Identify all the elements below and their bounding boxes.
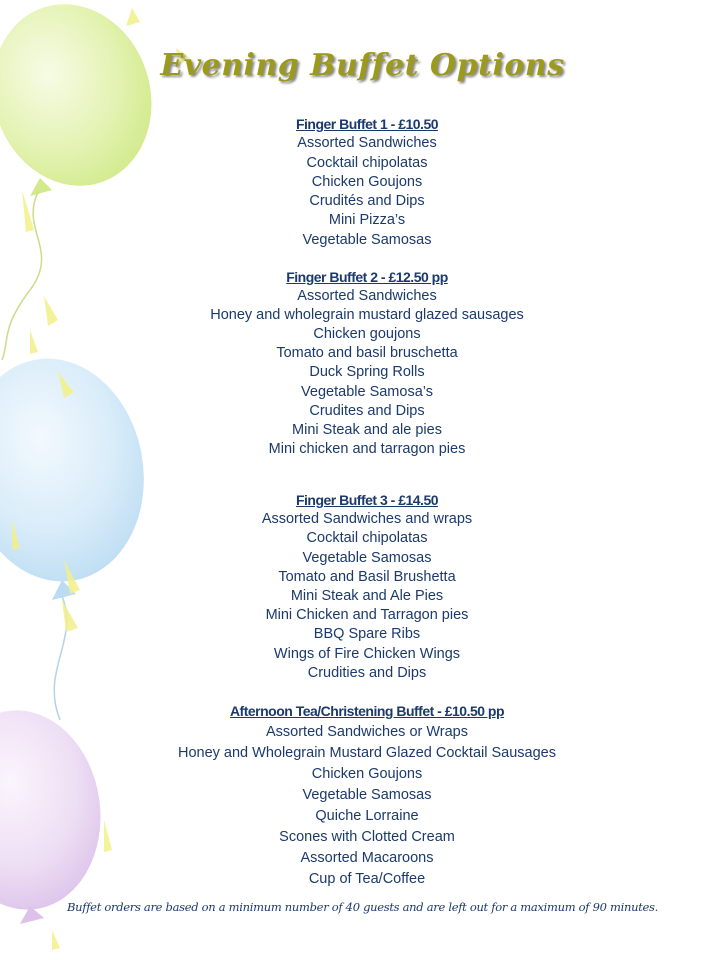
section-heading: Finger Buffet 2 - £12.50 pp (286, 269, 448, 285)
menu-item: Assorted Sandwiches and wraps (261, 511, 473, 528)
menu-item: Assorted Sandwiches (297, 135, 437, 152)
menu-item: Duck Spring Rolls (309, 364, 425, 381)
menu-item: Crudités and Dips (309, 193, 425, 210)
menu-item: Wings of Fire Chicken Wings (273, 645, 461, 662)
menu-item: Mini Pizza’s (328, 212, 406, 229)
finger-buffet-1-section (0, 115, 720, 250)
menu-item: Tomato and basil bruschetta (276, 345, 458, 362)
menu-item: Cocktail chipolatas (306, 154, 428, 171)
menu-item: Assorted Sandwiches or Wraps (265, 724, 469, 740)
menu-item: Crudities and Dips (307, 664, 427, 681)
section-heading: Finger Buffet 1 - £10.50 (295, 116, 439, 132)
menu-item: Honey and wholegrain mustard glazed sausages (210, 307, 524, 324)
afternoon-tea-section (0, 701, 720, 890)
menu-item: Chicken Goujons (311, 173, 423, 190)
menu-item: Vegetable Samosas (302, 231, 432, 248)
menu-item: Tomato and Basil Brushetta (278, 568, 456, 585)
menu-item: Crudites and Dips (309, 402, 425, 419)
menu-item: Vegetable Samosa’s (301, 383, 433, 400)
menu-item: Scones with Clotted Cream (279, 829, 455, 845)
menu-item: Vegetable Samosas (302, 787, 432, 803)
finger-buffet-2-section (0, 268, 720, 459)
menu-item: Mini Steak and Ale Pies (290, 588, 444, 605)
menu-item: BBQ Spare Ribs (313, 626, 421, 643)
menu-item: Honey and Wholegrain Mustard Glazed Cocktail Sausages (177, 745, 556, 761)
page-title: Evening Buffet Options (160, 48, 565, 83)
menu-item: Chicken goujons (313, 326, 421, 343)
section-heading: Finger Buffet 3 - £14.50 (295, 492, 439, 508)
menu-item: Mini chicken and tarragon pies (268, 440, 466, 457)
finger-buffet-3-section (0, 491, 720, 683)
menu-item: Cup of Tea/Coffee (308, 871, 426, 887)
menu-item: Mini Steak and ale pies (292, 421, 442, 438)
menu-item: Vegetable Samosas (302, 549, 432, 566)
menu-item: Assorted Macaroons (300, 850, 434, 866)
menu-item: Cocktail chipolatas (306, 530, 428, 547)
menu-item: Mini Chicken and Tarragon pies (265, 607, 469, 624)
footer-note: Buffet orders are based on a minimum number of 40 guests and are left out for a maximum of 90 minutes. (67, 900, 658, 914)
menu-item: Chicken Goujons (311, 766, 423, 782)
menu-item: Assorted Sandwiches (297, 288, 437, 305)
section-heading: Afternoon Tea/Christening Buffet - £10.50 pp (229, 703, 505, 719)
menu-item: Quiche Lorraine (315, 808, 419, 824)
